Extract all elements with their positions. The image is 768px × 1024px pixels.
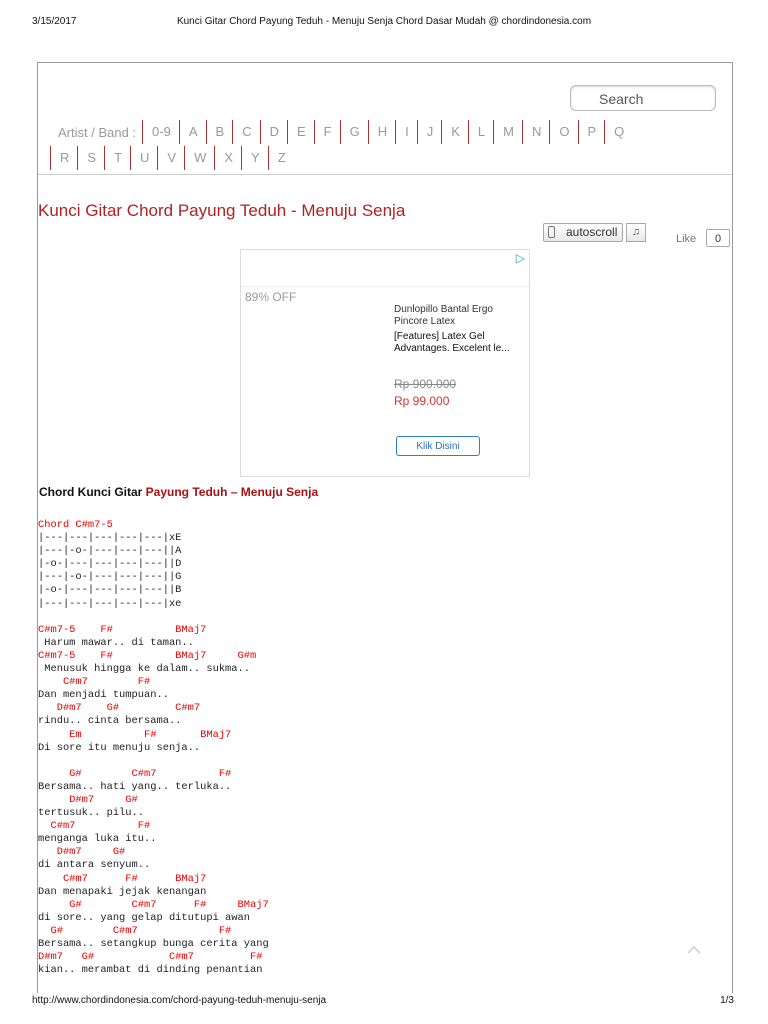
artist-nav-row [50,119,720,145]
chord-line: G# C#m7 F# [38,924,232,937]
like-button[interactable]: Like [676,233,697,245]
ad-cta-button[interactable]: Klik Disini [396,436,480,456]
lyric-line: Bersama.. hati yang.. terluka.. [38,780,232,793]
artist-letter-link[interactable]: O [549,120,577,144]
ad-banner[interactable] [240,249,530,477]
lyric-line: Di sore itu menuju senja.. [38,741,201,754]
lyric-line: di antara senyum.. [38,859,151,872]
artist-letter-link[interactable]: Z [268,146,294,170]
artist-nav-label: Artist / Band : [58,124,137,140]
lyric-line: rindu.. cinta bersama.. [38,715,182,728]
lyric-line: Harum mawar.. di taman.. [38,636,194,649]
chord-line: C#m7 F# BMaj7 [38,872,207,885]
artist-letter-link[interactable]: B [206,120,233,144]
ad-product-features: [Features] Latex Gel Advantages. Excelent le... [394,331,510,354]
ad-old-price: Rp 900.000 [394,377,457,391]
artist-nav [50,119,720,171]
autoscroll-label: autoscroll [566,225,618,239]
lyric-line: |-o-|---|---|---|---||D [38,558,182,571]
lyric-line: |---|-o-|---|---|---||G [38,571,182,584]
artist-letter-link[interactable]: K [441,120,468,144]
artist-letter-link[interactable]: E [287,120,314,144]
print-page-number: 1/3 [720,995,734,1006]
chord-line: G# C#m7 F# BMaj7 [38,898,269,911]
lyric-line: tertusuk.. pilu.. [38,807,145,820]
artist-letter-link[interactable]: H [368,120,395,144]
chord-line: C#m7 F# [38,676,151,689]
section-title-song: Payung Teduh – Menuju Senja [145,485,319,499]
chord-line: Chord C#m7-5 [38,519,113,531]
artist-letter-link[interactable]: P [578,120,605,144]
lyric-line: Bersama.. setangkup bunga cerita yang [38,938,269,950]
lyric-line [38,611,269,624]
artist-letter-link[interactable]: Y [241,146,268,170]
page-title: Kunci Gitar Chord Payung Teduh - Menuju Senja [38,201,406,220]
artist-letter-link[interactable]: X [214,146,241,170]
chord-line: C#m7-5 F# BMaj7 [38,623,207,636]
artist-letter-link[interactable]: L [468,120,493,144]
artist-letter-link[interactable]: U [130,146,157,170]
chord-line: C#m7 F# [38,820,151,833]
chord-sheet [38,519,269,977]
like-count: 0 [706,229,730,247]
section-title [39,485,318,499]
music-icon[interactable]: ♫ [626,223,646,242]
ad-discount: 89% OFF [245,290,297,304]
chord-line: D#m7 G# C#m7 [38,702,201,715]
autoscroll-button[interactable] [543,223,623,242]
artist-letter-link[interactable]: R [50,146,77,170]
artist-letter-link[interactable]: G [340,120,368,144]
lyric-line: |---|---|---|---|---|xe [38,597,182,610]
divider [38,174,732,175]
chord-line: G# C#m7 F# [38,767,232,780]
artist-letter-link[interactable]: W [184,146,214,170]
chord-line: Em F# BMaj7 [38,728,232,741]
artist-nav-row [50,145,720,171]
chord-line: C#m7-5 F# BMaj7 G#m [38,649,257,662]
ad-product-name[interactable]: Dunlopillo Bantal Ergo Pincore Latex [394,304,493,327]
ad-image-area [241,250,529,287]
artist-letter-link[interactable]: V [157,146,184,170]
print-date: 3/15/2017 [32,16,77,27]
artist-letter-link[interactable]: J [417,120,442,144]
chord-line: D#m7 G# C#m7 F# [38,951,263,964]
chord-line: D#m7 G# [38,793,138,806]
artist-letter-link[interactable]: C [232,120,259,144]
chord-line: D#m7 G# [38,846,126,859]
chevron-up-icon[interactable] [686,943,702,955]
adchoices-icon[interactable]: ▷ [515,251,525,265]
print-title: Kunci Gitar Chord Payung Teduh - Menuju Senja Chord Dasar Mudah @ chordindonesia.com [176,16,592,27]
ad-new-price: Rp 99.000 [394,394,450,408]
artist-letter-link[interactable]: N [522,120,549,144]
lyric-line: kian.. merambat di dinding penantian [38,964,263,977]
artist-letter-link[interactable]: M [493,120,522,144]
section-title-prefix: Chord Kunci Gitar [39,485,146,499]
page-frame [37,62,733,993]
artist-letter-link[interactable]: F [314,120,340,144]
lyric-line: menganga luka itu.. [38,833,157,846]
search-placeholder: Search [599,91,644,107]
scroll-icon [548,226,555,238]
print-url: http://www.chordindonesia.com/chord-payung-teduh-menuju-senja [32,995,327,1006]
lyric-line: Menusuk hingga ke dalam.. sukma.. [38,663,251,676]
artist-letter-link[interactable]: A [179,120,206,144]
artist-letter-link[interactable]: I [395,120,417,144]
lyric-line: |---|-o-|---|---|---||A [38,545,182,558]
lyric-line: di sore.. yang gelap ditutupi awan [38,911,251,924]
search-input[interactable] [570,85,716,111]
lyric-line [38,755,269,768]
artist-letter-link[interactable]: Q [604,120,632,144]
artist-letter-link[interactable]: D [260,120,287,144]
lyric-line: |-o-|---|---|---|---||B [38,584,182,597]
artist-letter-link[interactable]: T [104,146,130,170]
lyric-line: Dan menjadi tumpuan.. [38,689,169,702]
artist-letter-link[interactable]: 0-9 [142,120,179,144]
artist-letter-link[interactable]: S [77,146,104,170]
lyric-line: Dan menapaki jejak kenangan [38,885,207,898]
lyric-line: |---|---|---|---|---|xE [38,532,182,545]
